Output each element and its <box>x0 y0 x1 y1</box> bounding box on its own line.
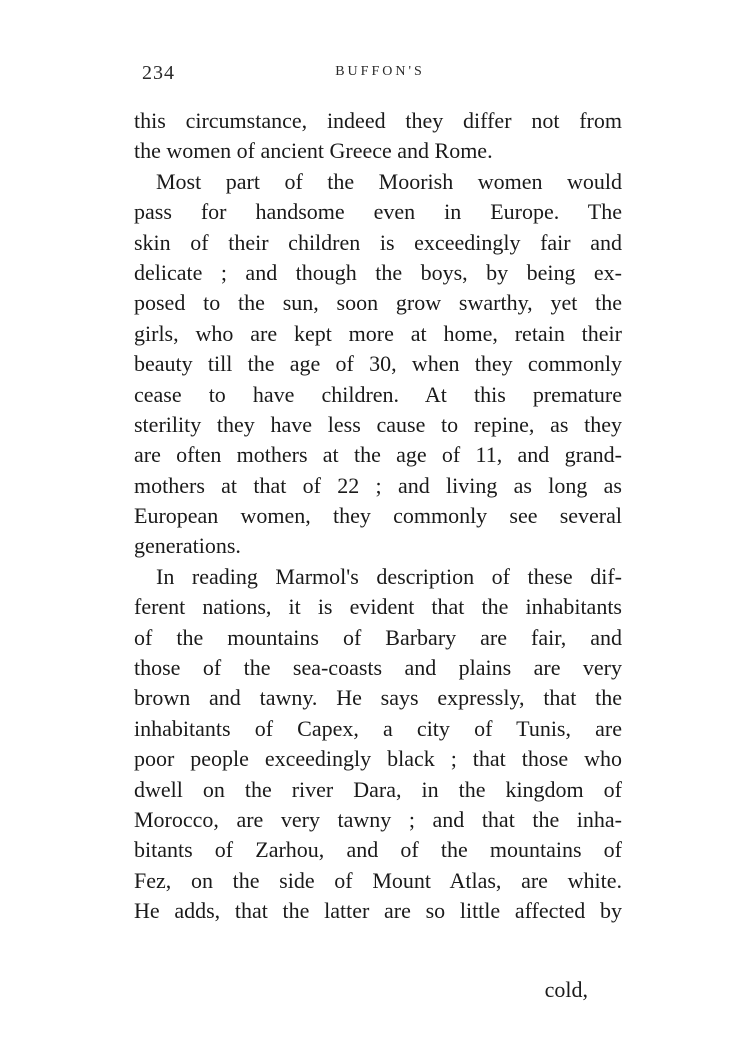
text-line: the women of ancient Greece and Rome. <box>134 138 493 164</box>
text-line: are often mothers at the age of 11, and grand- <box>134 442 622 468</box>
text-line: Most part of the Moorish women would <box>156 168 622 194</box>
text-line: European women, they commonly see several <box>134 503 622 529</box>
text-line: ferent nations, it is evident that the inhabitants <box>134 594 622 620</box>
catchword: cold, <box>544 977 588 1002</box>
text-line: this circumstance, indeed they differ not from <box>134 108 622 133</box>
text-line: dwell on the river Dara, in the kingdom of <box>134 776 622 802</box>
page-number: 234 <box>142 62 175 84</box>
text-line: generations. <box>134 533 241 559</box>
text-line: inhabitants of Capex, a city of Tunis, are <box>134 715 622 741</box>
text-line: pass for handsome even in Europe. The <box>134 199 622 225</box>
text-line: delicate ; and though the boys, by being ex- <box>134 259 622 285</box>
text-line: cease to have children. At this premature <box>134 381 622 407</box>
text-line: poor people exceedingly black ; that those who <box>134 746 622 772</box>
text-line: Fez, on the side of Mount Atlas, are white. <box>134 867 622 893</box>
text-line: beauty till the age of 30, when they commonly <box>134 351 622 377</box>
text-line: sterility they have less cause to repine, as they <box>134 411 622 437</box>
text-line: those of the sea-coasts and plains are very <box>134 655 622 681</box>
text-line: Morocco, are very tawny ; and that the inha- <box>134 806 622 832</box>
running-head: BUFFON'S <box>335 64 425 79</box>
text-line: bitants of Zarhou, and of the mountains of <box>134 837 622 863</box>
text-line: He adds, that the latter are so little affected by <box>134 898 622 924</box>
text-line: posed to the sun, soon grow swarthy, yet the <box>134 290 622 316</box>
body-text <box>134 106 622 927</box>
text-line: of the mountains of Barbary are fair, and <box>134 624 622 650</box>
text-line: skin of their children is exceedingly fair and <box>134 229 622 255</box>
text-line: girls, who are kept more at home, retain their <box>134 320 622 346</box>
page-header <box>140 62 620 92</box>
text-line: In reading Marmol's description of these dif- <box>156 563 622 589</box>
text-line: brown and tawny. He says expressly, that the <box>134 685 622 711</box>
text-line: mothers at that of 22 ; and living as long as <box>134 472 622 498</box>
